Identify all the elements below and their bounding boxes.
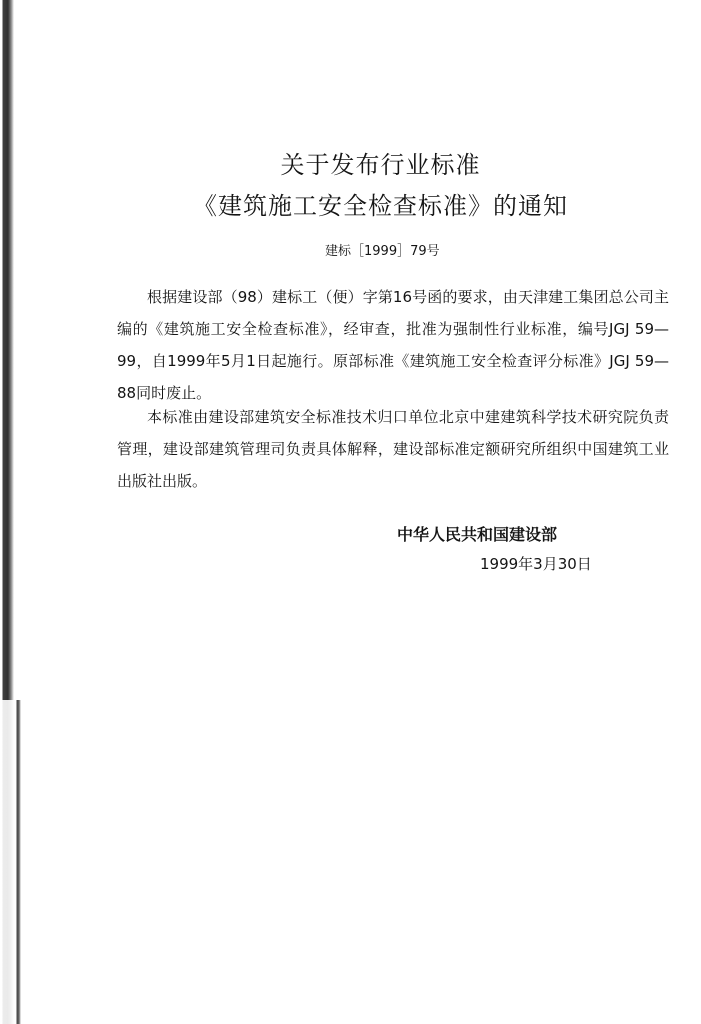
paragraph-2-text: 本标准由建设部建筑安全标准技术归口单位北京中建建筑科学技术研究院负责管理，建设部建筑管理司负责具体解释，建设部标准定额研究所组织中国建筑工业出版社出版。 [117, 408, 669, 490]
notice-title-line1: 关于发布行业标准 [280, 151, 481, 179]
paragraph-1 [117, 281, 669, 409]
paragraph-1-text: 根据建设部（98）建标工（便）字第16号函的要求，由天津建工集团总公司主编的《建筑施工安全检查标准》，经审查，批准为强制性行业标准，编号JGJ 59—99，自1999年5月1日起施行。原部标准《建筑施工安全检查评分标准》JGJ 59—88同时废止。 [117, 288, 669, 402]
document-number: 建标［1999］79号 [325, 244, 440, 259]
scan-binding-edge-lower [0, 700, 26, 1024]
issue-date: 1999年3月30日 [480, 555, 592, 573]
paragraph-2 [117, 401, 669, 497]
notice-title-line2: 《建筑施工安全检查标准》的通知 [193, 192, 568, 220]
issuing-authority: 中华人民共和国建设部 [397, 525, 558, 544]
